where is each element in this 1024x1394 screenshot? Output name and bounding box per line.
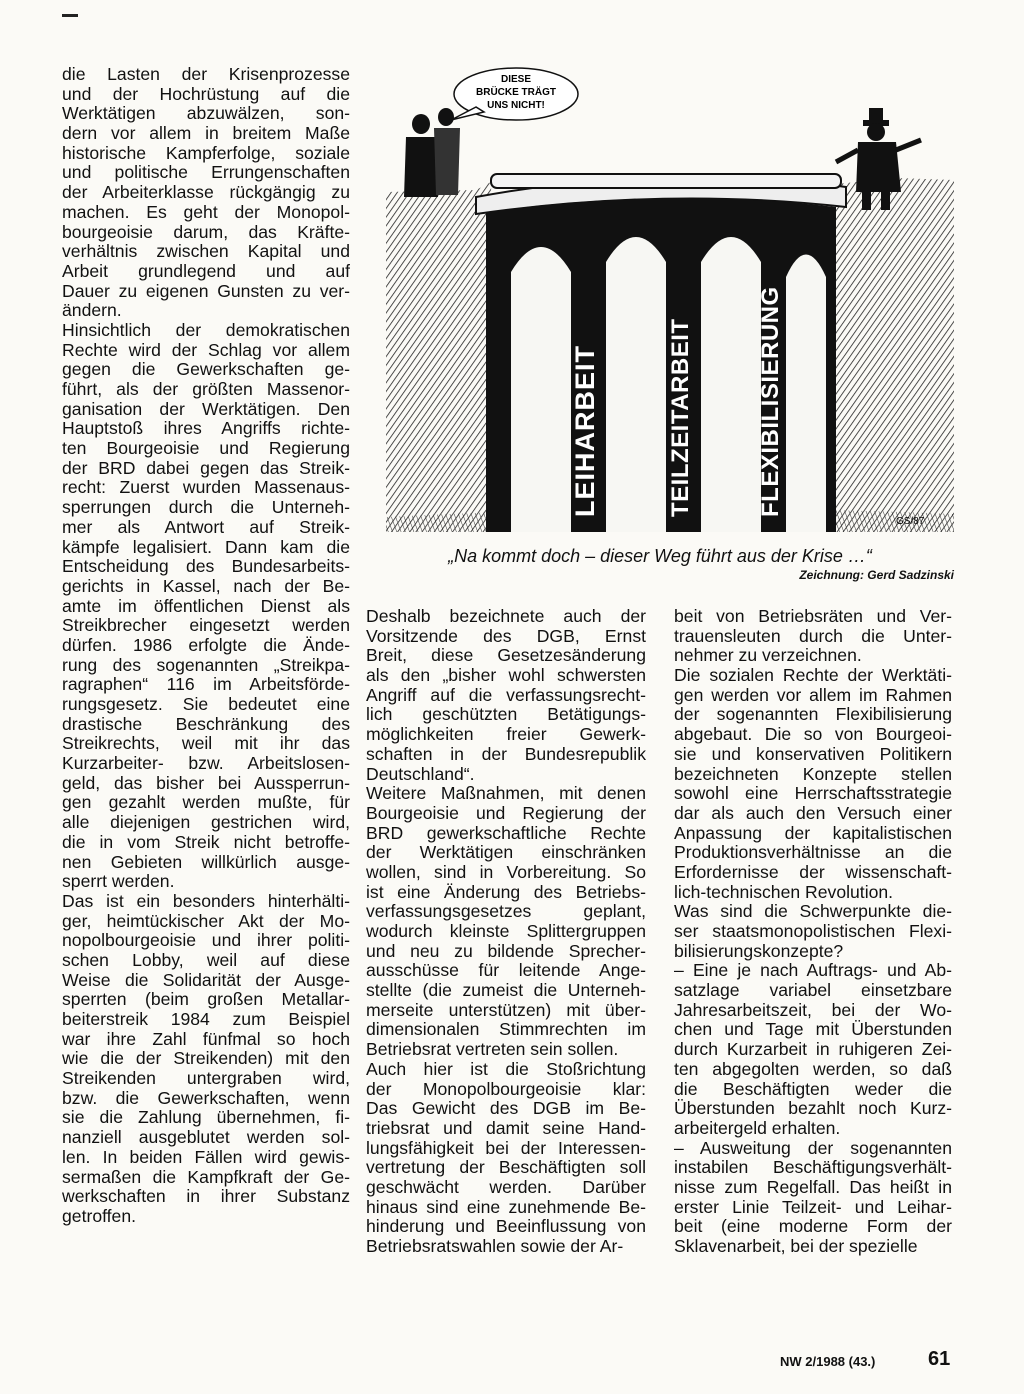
left-figures (404, 108, 460, 197)
pillar-label-3: FLEXIBILISIERUNG (757, 286, 784, 517)
pillar-label-1: LEIHARBEIT (570, 345, 600, 517)
col1-line: der BRD dabei gegen das Streik- (62, 458, 350, 478)
col2-line: lungsfähigkeit bei der Interessen- (366, 1138, 646, 1158)
col1-line: der Arbeiterklasse rückgängig zu (62, 183, 350, 203)
col1-line: Dauer zu eigenen Gunsten zu ver- (62, 281, 350, 301)
col1-line: sie die Zahlung übernehmen, fi- (62, 1108, 350, 1128)
col1-line: bzw. die Gewerkschaften, wenn (62, 1088, 350, 1108)
col3-line: durch Kurzarbeit in ruhigeren Zei- (674, 1040, 952, 1060)
col3-line: bilisierungskonzepte? (674, 941, 844, 961)
col3-line: Sklavenarbeit, bei der spezielle (674, 1237, 918, 1256)
col3-line: der sogenannten Flexibilisierung (674, 705, 952, 725)
arch-2 (606, 237, 666, 532)
col1-line: geld, das bisher bei Aussperrun- (62, 773, 350, 793)
cartoon-credit: Zeichnung: Gerd Sadzinski (799, 568, 954, 582)
col1-line: und politische Errungenschaften (62, 163, 350, 183)
col1-line: sperrten (beim großen Metallar- (62, 990, 350, 1010)
col2-line: vertretung der Beschäftigten soll (366, 1158, 646, 1178)
col3-line: Produktionsverhältnisse an die (674, 843, 952, 863)
col1-line: ten Bourgeoisie und Regierung (62, 439, 350, 459)
col3-line: sowohl eine Herrschaftsstrategie (674, 784, 952, 804)
col1-line: die Lasten der Krisenprozesse (62, 65, 350, 84)
col2-line: Auch hier ist die Stoßrichtung (366, 1059, 646, 1079)
col2-line: Betriebsrat vertreten sein sollen. (366, 1040, 619, 1060)
col1-line: Hinsichtlich der demokratischen (62, 320, 350, 340)
speech-line-3: UNS NICHT! (487, 100, 545, 111)
col2-line: BRD gewerkschaftliche Rechte (366, 823, 646, 843)
cartoon-illustration (366, 62, 954, 542)
col3-line: lich-technischen Revolution. (674, 882, 894, 902)
col1-line: mer als Antwort auf Streik- (62, 517, 350, 537)
col1-line: Streikenden untergraben wird, (62, 1069, 350, 1089)
col1-line: Werktätigen abzuwälzen, son- (62, 104, 350, 124)
col3-line: instabilen Beschäftigungsverhält- (674, 1158, 952, 1178)
col1-line: sperrungen durch die Unterneh- (62, 498, 350, 518)
col1-line: Rechte wird der Schlag vor allem (62, 340, 350, 360)
right-cliff (821, 178, 954, 532)
col3-line: nehmer zu verzeichnen. (674, 646, 862, 666)
cartoon-drawing (366, 62, 954, 542)
col1-line: ganisation der Werktätigen. Den (62, 399, 350, 419)
col1-line: ragraphen“ 116 im Arbeitsförde- (62, 675, 350, 695)
col1-line: verhältnis zwischen Kapital und (62, 242, 350, 262)
col2-line: triebsrat und damit seine Hand- (366, 1118, 646, 1138)
col1-line: Streikbrecher eingesetzt werden (62, 616, 350, 636)
col1-line: beiterstreik 1984 zum Beispiel (62, 1010, 350, 1029)
col2-line: stellte (die zumeist die Unterneh- (366, 981, 646, 1001)
page-number: 61 (928, 1348, 951, 1370)
artist-signature: GS/87 (896, 516, 925, 527)
col2-line: merseite unterstützen) mit über- (366, 1000, 646, 1020)
col1-line: amte im öffentlichen Dienst als (62, 596, 350, 616)
col2-line: und neu zu bildende Sprecher- (366, 941, 646, 961)
col1-line: nopolbourgeoisie und ihrer politi- (62, 931, 350, 951)
col1-line: führt, als der größten Massenor- (62, 380, 350, 399)
col1-line: ger, heimtückischer Akt der Mo- (62, 911, 350, 931)
col1-line: alle diejenigen gestrichen wird, (62, 813, 350, 833)
col1-line: recht: Zuerst wurden Massenaus- (62, 478, 350, 498)
col1-line: bourgeoisie darum, das Kräfte- (62, 222, 350, 242)
arch-1 (511, 247, 571, 532)
col2-line: hinderung und Beeinflussung von (366, 1217, 646, 1237)
col3-line: beit (eine moderne Form der (674, 1217, 952, 1237)
arch-4 (786, 255, 826, 533)
col3-line: beit von Betriebsräten und Ver- (674, 607, 952, 626)
col2-line: lich geschützten Betätigungs- (366, 705, 646, 725)
col2-line: geschwächt werden. Darüber (366, 1177, 646, 1197)
col1-line: Entscheidung des Bundesarbeits- (62, 557, 350, 577)
col3-line: nisse zum Regelfall. Das heißt in (674, 1177, 952, 1197)
col3-line: satzlage variabel einsetzbare (674, 981, 952, 1001)
col2-line: Das Gewicht des DGB im Be- (366, 1099, 646, 1119)
col1-line: die in vom Streik nicht betroffe- (62, 832, 350, 852)
cartoon-caption: „Na kommt doch – dieser Weg führt aus der Krise …“ (448, 546, 872, 566)
col3-line: erster Linie Teilzeit- und Leihar- (674, 1197, 952, 1217)
col1-line: ändern. (62, 301, 122, 321)
col1-line: dern vor allem in breitem Maße (62, 124, 350, 144)
speech-line-1: DIESE (500, 74, 532, 85)
speech-line-2: BRÜCKE TRÄGT (476, 87, 556, 98)
col3-line: Was sind die Schwerpunkte die- (674, 902, 952, 922)
col3-line: bezeichneten Konzepte stellen (674, 764, 952, 784)
col1-line: wie die der Streikenden) mit den (62, 1049, 350, 1069)
col1-line: Kurzarbeiter- bzw. Arbeitslosen- (62, 754, 350, 774)
col1-line: sperrt werden. (62, 872, 175, 892)
left-cliff (386, 182, 496, 532)
col1-line: len. In beiden Fällen wird gewis- (62, 1147, 350, 1167)
col3-line: ser staatsmonopolistischen Flexi- (674, 922, 952, 941)
col1-line: gen gezahlt werden mußte, für (62, 793, 350, 813)
col3-line: Überstunden bezahlt noch Kurz- (674, 1099, 952, 1119)
issue-reference: NW 2/1988 (43.) (780, 1354, 876, 1369)
col2-line: schaften in der Bundesrepublik (366, 744, 646, 764)
col1-line: Weise die Solidarität der Ausge- (62, 970, 350, 990)
col1-line: machen. Es geht der Monopol- (62, 202, 350, 222)
col2-line: hinaus sind eine zunehmende Be- (366, 1197, 646, 1217)
col1-line: getroffen. (62, 1206, 137, 1226)
col2-line: der Werktätigen einschränken (366, 843, 646, 863)
col3-line: dar als auch den Versuch einer (674, 803, 952, 823)
col3-line: – Eine je nach Auftrags- und Ab- (674, 961, 952, 981)
col3-line: ten abgegolten werden, so daß (674, 1059, 952, 1079)
col3-line: Erfordernisse der wissenschaft- (674, 862, 952, 882)
col3-line: Jahresarbeitszeit, bei der Wo- (674, 1000, 952, 1020)
col1-line: nanziell ausgeblutet werden sol- (62, 1128, 350, 1148)
col3-line: Die sozialen Rechte der Werktäti- (674, 666, 952, 686)
col3-line: die Beschäftigten weder die (674, 1079, 952, 1099)
col1-line: Hauptstoß ihres Angriffs richte- (62, 419, 350, 439)
col2-line: verfassungsgesetzes geplant, (366, 902, 646, 922)
col3-line: chen und Tage mit Überstunden (674, 1020, 952, 1040)
col1-line: gerichts in Kassel, nach der Be- (62, 576, 350, 596)
col2-line: der Monopolbourgeoisie klar: (366, 1079, 646, 1099)
arch-3 (701, 237, 761, 532)
col1-line: werkschaften in ihrer Substanz (62, 1187, 350, 1207)
col2-line: Angriff auf die verfassungsrecht- (366, 685, 646, 705)
text-column-1 (62, 65, 350, 1227)
col1-line: kämpfe legalisiert. Dann kam die (62, 537, 350, 557)
col3-line: trauensleuten durch die Unter- (674, 626, 952, 646)
col2-line: ist eine Änderung des Betriebs- (366, 882, 646, 902)
bridge-rail (491, 174, 841, 188)
col3-line: – Ausweitung der sogenannten (674, 1138, 952, 1158)
col2-line: Bourgeoisie und Regierung der (366, 803, 646, 823)
col2-line: wollen, sind in Vorbereitung. So (366, 862, 646, 882)
col2-line: Weitere Maßnahmen, mit denen (366, 784, 646, 804)
col2-line: dimensionalen Stimmrechten im (366, 1020, 646, 1040)
text-column-3 (674, 607, 952, 1257)
col1-line: Arbeit grundlegend und auf (62, 261, 350, 281)
col3-line: abgebaut. Die so von Bourgeoi- (674, 725, 952, 745)
col1-line: rungsgesetz. Sie bedeutet eine (62, 695, 350, 714)
col1-line: drastische Beschränkung des (62, 714, 350, 734)
col2-line: Deutschland“. (366, 764, 475, 784)
col2-line: Deshalb bezeichnete auch der (366, 607, 646, 626)
col1-line: Das ist ein besonders hinterhälti- (62, 891, 350, 911)
col2-line: wodurch kleinste Splittergruppen (366, 922, 646, 941)
col1-line: nen Gebieten willkürlich ausge- (62, 852, 350, 872)
col2-line: Breit, diese Gesetzesänderung (366, 646, 646, 666)
col1-line: sermaßen die Kampfkraft der Ge- (62, 1167, 350, 1187)
col2-line: Vorsitzende des DGB, Ernst (366, 626, 646, 646)
top-dash (62, 14, 78, 17)
col1-line: Streikrechts, weil mit ihr das (62, 734, 350, 754)
col3-line: sie und konservativen Politikern (674, 744, 952, 764)
col1-line: rung des sogenannten „Streikpa- (62, 655, 350, 675)
col2-line: möglichkeiten freier Gewerk- (366, 725, 646, 745)
pillar-label-2: TEILZEITARBEIT (667, 318, 694, 517)
col1-line: schen Lobby, weil auf diese (62, 950, 350, 970)
col1-line: war ihre Zahl fünfmal so hoch (62, 1029, 350, 1049)
col3-line: Anpassung der kapitalistischen (674, 823, 952, 843)
col2-line: als den „bisher wohl schwersten (366, 666, 646, 686)
col1-line: historische Kampferfolge, soziale (62, 143, 350, 163)
text-column-2 (366, 607, 646, 1257)
col2-line: Betriebsratswahlen sowie der Ar- (366, 1237, 624, 1256)
col1-line: gegen die Gewerkschaften ge- (62, 360, 350, 380)
col2-line: ausschüsse für leitende Ange- (366, 961, 646, 981)
col3-line: gen werden vor allem im Rahmen (674, 685, 952, 705)
col1-line: dürfen. 1986 erfolgte die Ände- (62, 635, 350, 655)
col1-line: und der Hochrüstung auf die (62, 84, 350, 104)
col3-line: arbeitergeld erhalten. (674, 1118, 841, 1138)
